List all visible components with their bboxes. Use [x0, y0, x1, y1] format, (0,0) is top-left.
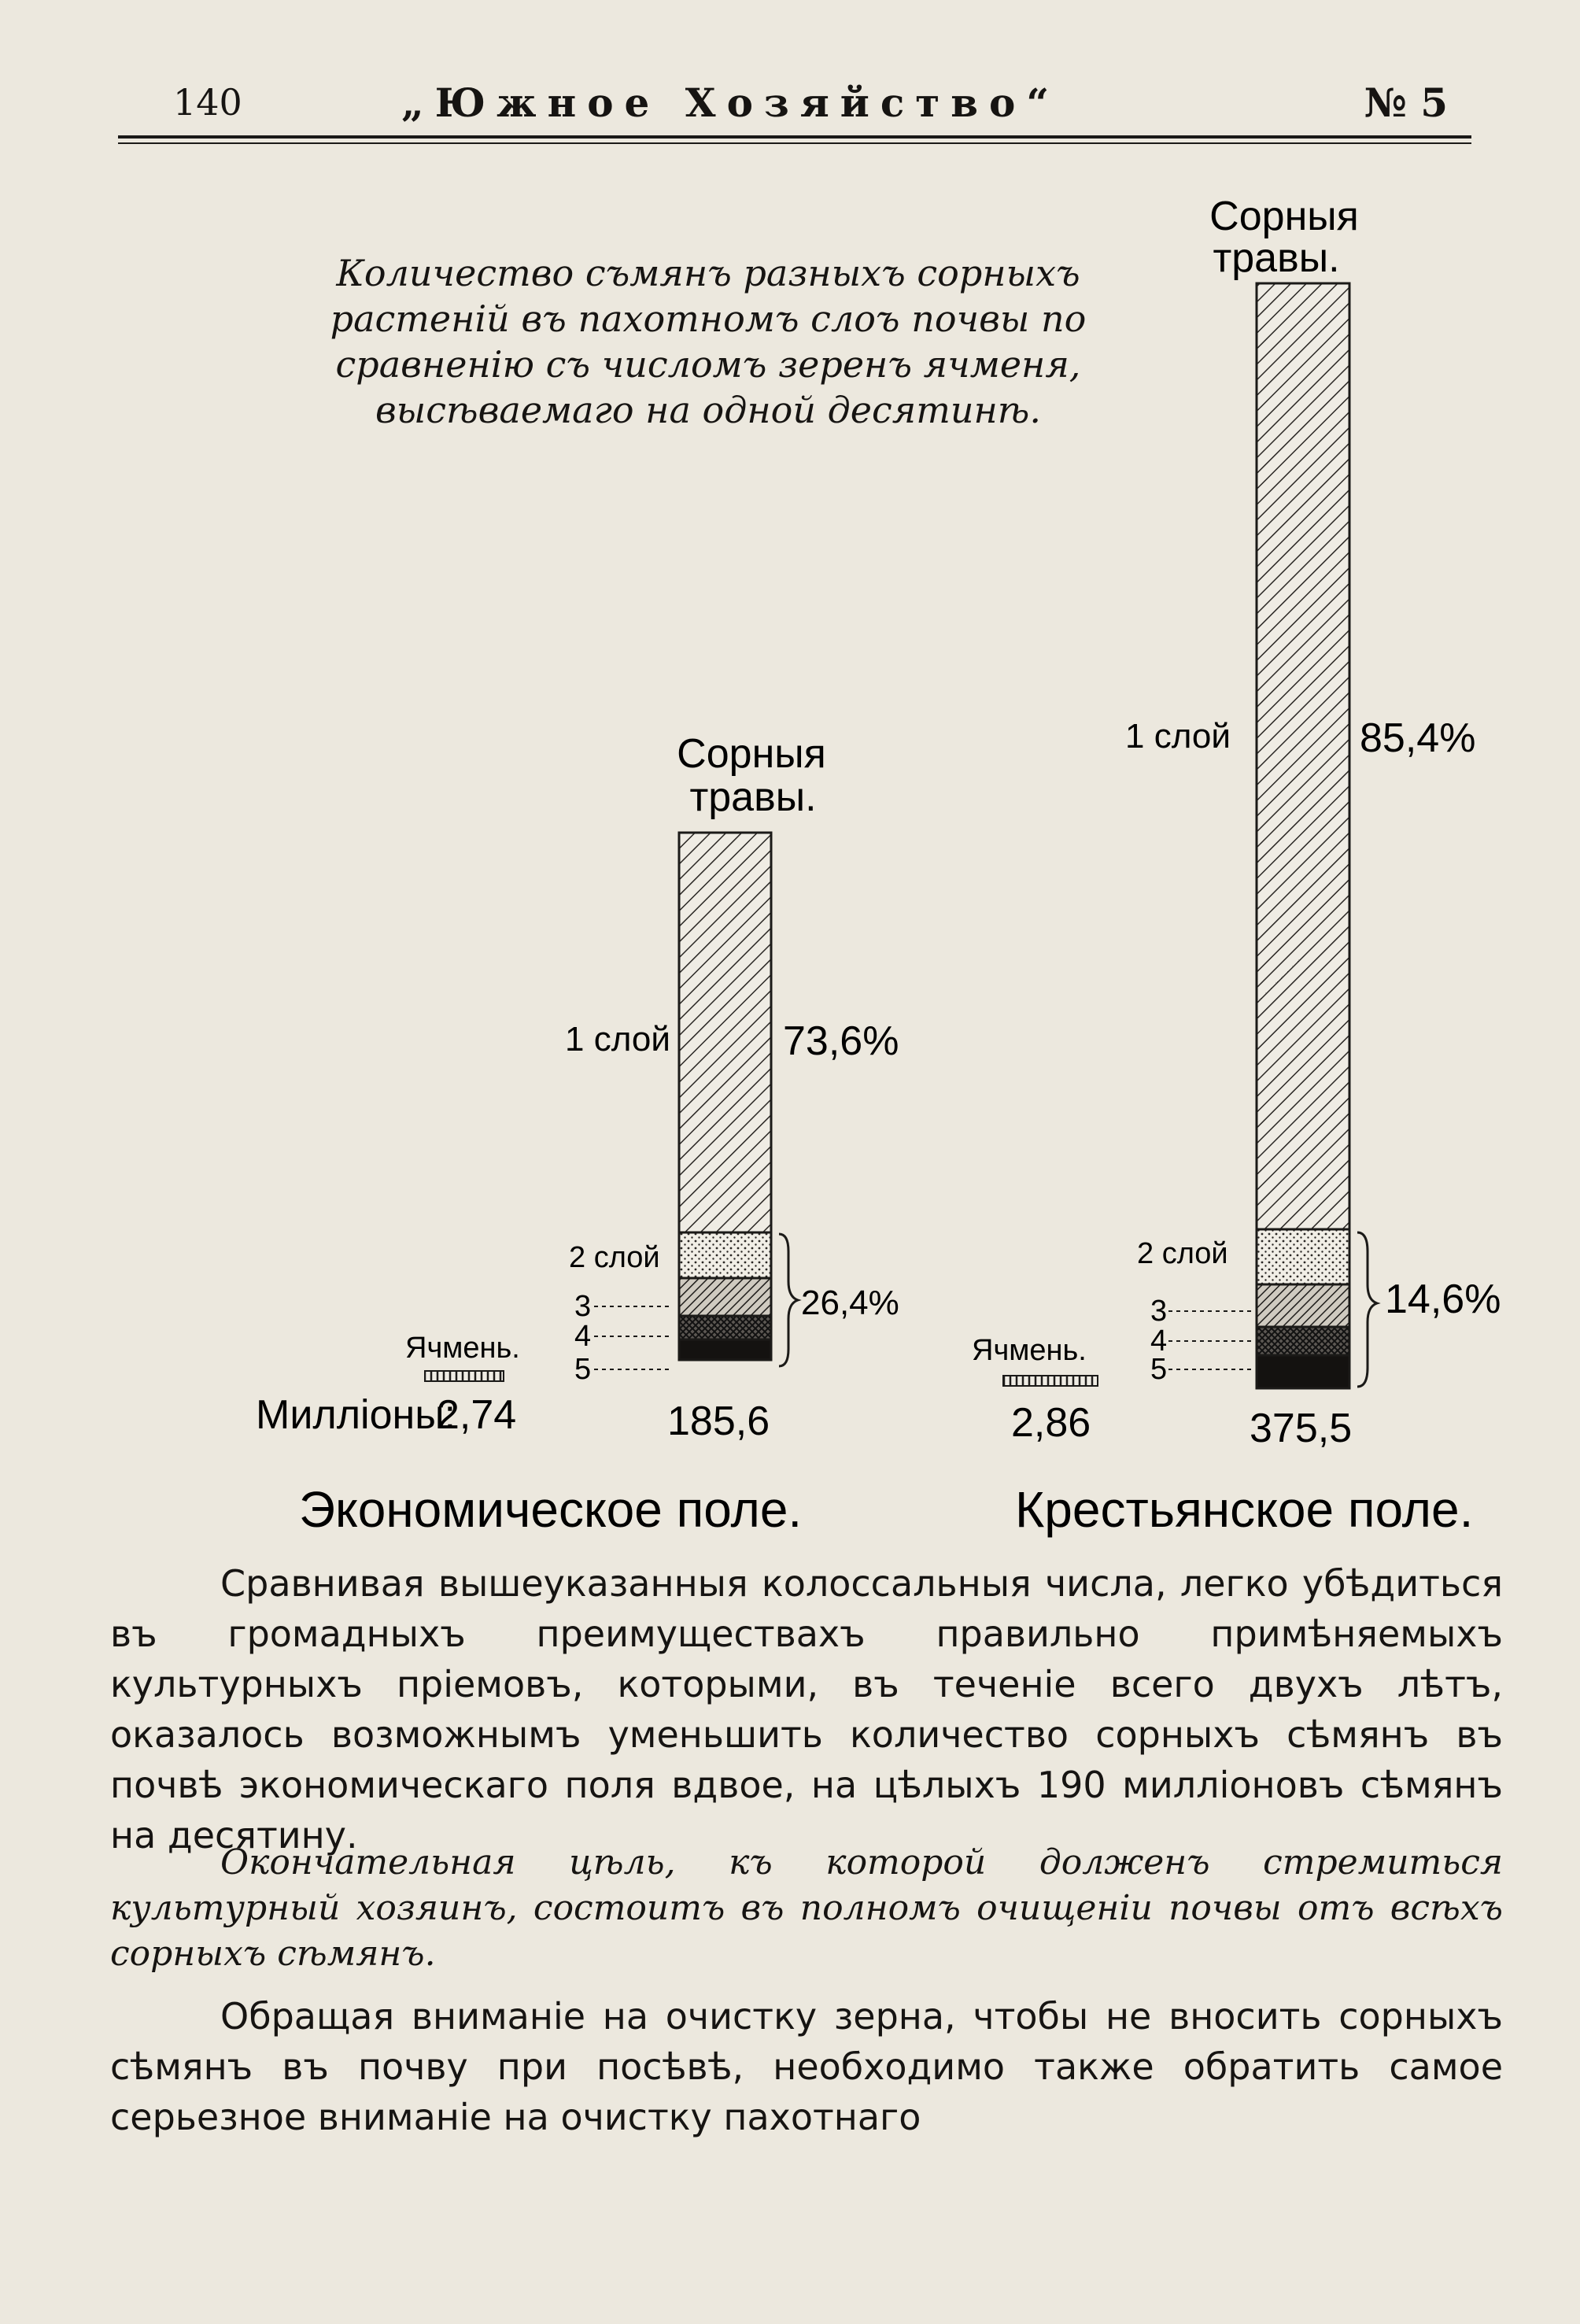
body-paragraph-3: Обращая вниманіе на очистку зерна, чтобы не вносить сорныхъ сѣмянъ въ почву при посѣвѣ, необходимо также обратить самое серьезное вниманіе на очистку пахотнаго — [110, 1995, 1503, 2138]
journal-title: „Южное Хозяйство“ — [401, 79, 1061, 126]
bar-peasant-layer5 — [1257, 1355, 1349, 1388]
millions-label: Милліоны: — [256, 1392, 456, 1438]
bar-peasant-layer2 — [1257, 1229, 1349, 1284]
economic-barley-millions: 2,74 — [437, 1392, 517, 1438]
body-paragraph-1: Сравнивая вышеуказанныя колоссальныя числа, легко убѣдиться въ громадныхъ преимуществахъ правильно примѣняемыхъ культурныхъ пріемовъ, которыми, въ теченіе всего двухъ лѣтъ, оказалось возможнымъ уменьшить количество сорныхъ сѣмянъ въ почвѣ экономическаго поля вдвое, на цѣлыхъ 190 милліоновъ сѣмянъ на десятину. — [110, 1562, 1503, 1857]
page-number: 140 — [173, 81, 242, 124]
bar-economic-layer3 — [679, 1278, 771, 1316]
peasant-barley-label: Ячмень. — [972, 1334, 1087, 1367]
economic-barley-label: Ячмень. — [405, 1332, 520, 1365]
economic-layer1-percent: 73,6% — [783, 1018, 899, 1064]
bar-peasant-layer3 — [1257, 1284, 1349, 1327]
bar-economic-layer2 — [679, 1232, 771, 1278]
bar-peasant-layer1 — [1257, 283, 1349, 1229]
bar-economic-layer5 — [679, 1339, 771, 1360]
economic-layer5-label: 5 — [574, 1353, 592, 1386]
economic-brace — [779, 1234, 798, 1366]
economic-lower-percent: 26,4% — [801, 1284, 899, 1322]
peasant-layer4-label: 4 — [1150, 1325, 1168, 1358]
peasant-layer3-label: 3 — [1150, 1295, 1168, 1328]
weeds-label-line1: Сорныя — [677, 731, 826, 777]
bar-peasant-layer4 — [1257, 1327, 1349, 1355]
peasant-layer2-label: 2 слой — [1137, 1237, 1228, 1270]
peasant-weeds-label-line2: травы. — [1213, 235, 1340, 281]
economic-field-title: Экономическое поле. — [299, 1481, 803, 1538]
economic-weeds-millions: 185,6 — [667, 1398, 770, 1444]
peasant-weeds-label-line1: Сорныя — [1209, 194, 1359, 239]
peasant-layer1-label: 1 слой — [1125, 717, 1231, 756]
economic-layer4-label: 4 — [574, 1320, 592, 1353]
body-paragraph-2: Окончательная цѣль, къ которой долженъ стремиться культурный хозяинъ, состоитъ въ полномъ очищеніи почвы отъ всѣхъ сорныхъ сѣмянъ. — [110, 1842, 1503, 1974]
peasant-field-title: Крестьянское поле. — [1015, 1481, 1474, 1538]
issue-number: № 5 — [1364, 79, 1448, 126]
bar-economic-layer4 — [679, 1316, 771, 1339]
peasant-brace — [1357, 1232, 1377, 1387]
peasant-barley-millions: 2,86 — [1011, 1400, 1091, 1446]
peasant-weeds-millions: 375,5 — [1250, 1406, 1353, 1451]
peasant-layer5-label: 5 — [1150, 1353, 1168, 1386]
figure-caption: Количество съмянъ разныхъ сорныхъ растеній въ пахотномъ слоъ почвы по сравненію съ числомъ зеренъ ячменя, высѣваемаго на одной десятинѣ. — [330, 252, 1087, 431]
bar-peasant — [1257, 283, 1349, 1388]
economic-layer2-label: 2 слой — [569, 1241, 660, 1274]
economic-layer3-label: 3 — [574, 1290, 592, 1323]
bar-economic-layer1 — [679, 833, 771, 1232]
weeds-label-line2: травы. — [689, 774, 817, 820]
bar-economic — [679, 833, 771, 1360]
peasant-barley-bar — [1003, 1376, 1098, 1386]
peasant-layer1-percent: 85,4% — [1360, 715, 1476, 761]
economic-layer1-label: 1 слой — [565, 1020, 670, 1059]
peasant-lower-percent: 14,6% — [1385, 1277, 1501, 1322]
economic-barley-bar — [425, 1371, 504, 1381]
